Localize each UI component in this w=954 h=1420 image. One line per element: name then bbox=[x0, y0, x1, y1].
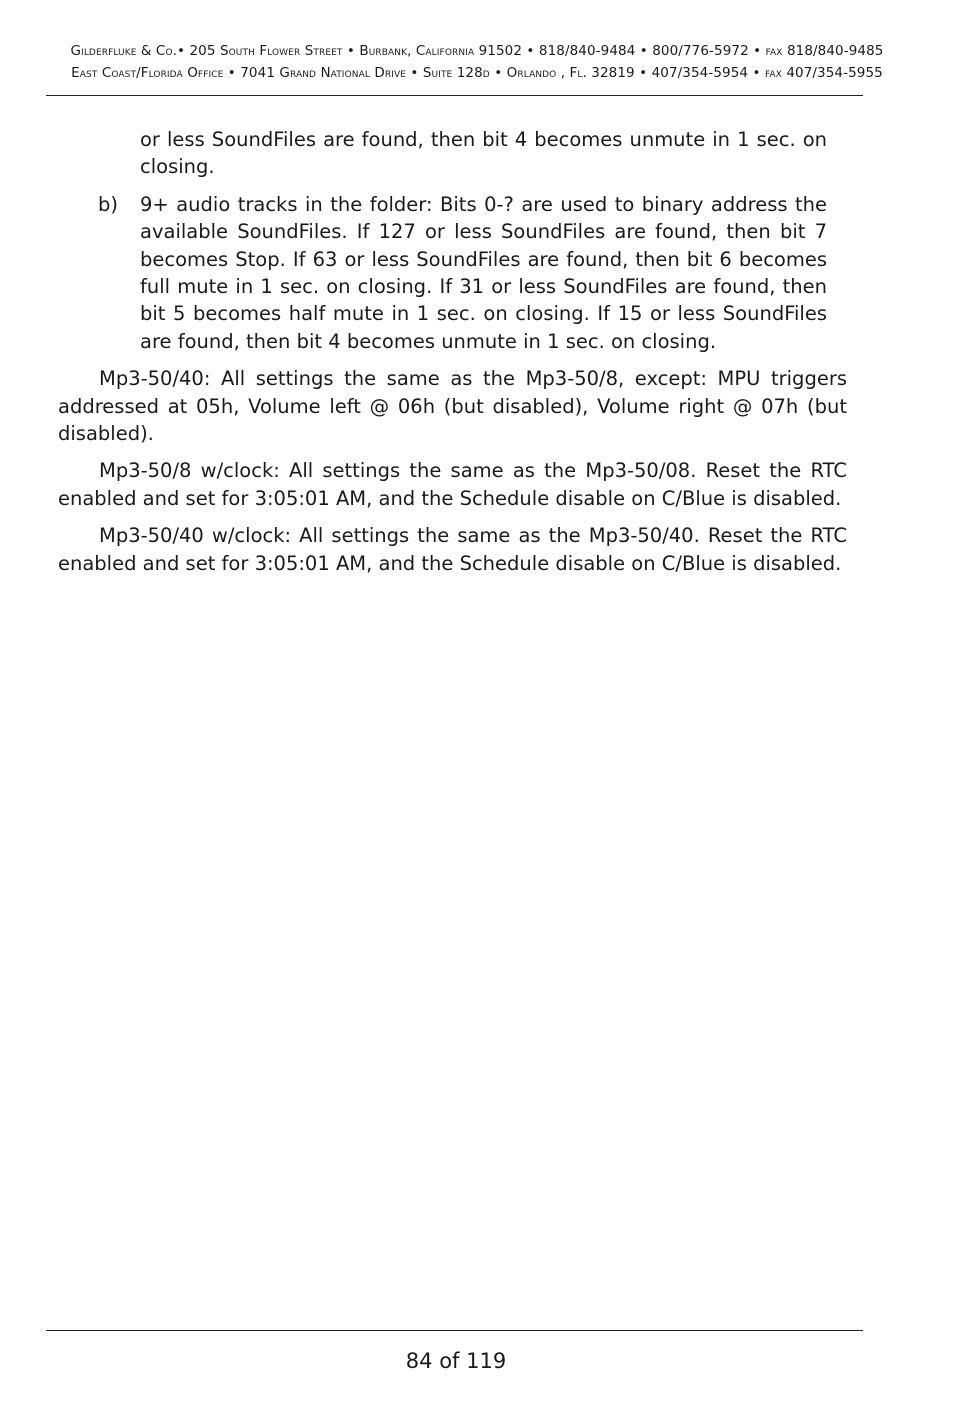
paragraph-mp3-50-40: Mp3-50/40: All settings the same as the Mp3-50/8, except: MPU triggers addressed at 05h, Volume left @ 06h (but disabled), Volume right @ 07h (but disabled). bbox=[58, 367, 847, 446]
header-address-line-2: East Coast/Florida Office • 7041 Grand National Drive • Suite 128d • Orlando , Fl. 32819 • 407/354-5954 • fax 407/354-5955 bbox=[71, 65, 883, 81]
page-header bbox=[0, 40, 954, 84]
list-item-text: 9+ audio tracks in the folder: Bits 0-? are used to binary address the available SoundFiles. If 127 or less SoundFiles are found, then bit 7 becomes Stop. If 63 or less SoundFiles are found, then bit 6 becomes full mute in 1 sec. on closing. If 31 or less SoundFiles are found, then bit 5 becomes half mute in 1 sec. on closing. If 15 or less SoundFiles are found, then bit 4 becomes unmute in 1 sec. on closing. bbox=[140, 192, 827, 353]
header-divider bbox=[46, 95, 863, 96]
header-address-line-1: Gilderfluke & Co.• 205 South Flower Street • Burbank, California 91502 • 818/840-9484 • 800/776-5972 • fax 818/840-9485 bbox=[70, 43, 884, 59]
list-item-b bbox=[98, 191, 827, 355]
continuation-paragraph: or less SoundFiles are found, then bit 4 becomes unmute in 1 sec. on closing. bbox=[140, 128, 827, 179]
page-number: 84 of 119 bbox=[405, 1349, 507, 1373]
footer-divider bbox=[46, 1330, 863, 1331]
paragraph-mp3-50-40-clock: Mp3-50/40 w/clock: All settings the same as the Mp3-50/40. Reset the RTC enabled and set for 3:05:01 AM, and the Schedule disable on C/Blue is disabled. bbox=[58, 524, 847, 575]
paragraph-mp3-50-8-clock: Mp3-50/8 w/clock: All settings the same as the Mp3-50/08. Reset the RTC enabled and set for 3:05:01 AM, and the Schedule disable on C/Blue is disabled. bbox=[58, 459, 847, 510]
list-item-marker: b) bbox=[98, 192, 118, 216]
page-body bbox=[58, 126, 847, 587]
